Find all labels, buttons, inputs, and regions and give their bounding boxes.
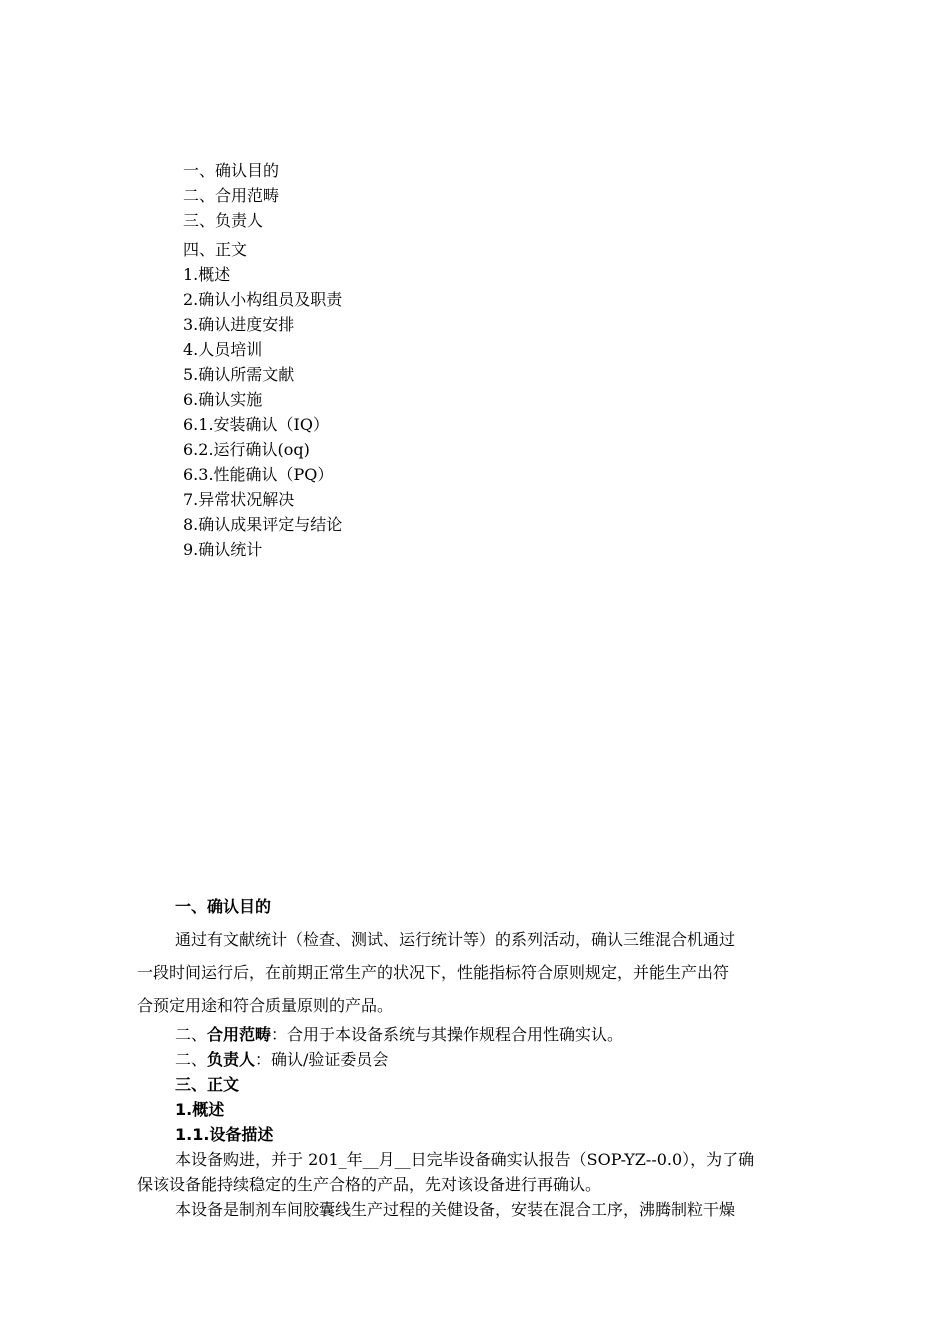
- toc-item: 8.确认成果评定与结论: [183, 515, 343, 534]
- section-heading-equipment: 1.1.设备描述: [175, 1125, 274, 1144]
- paragraph-line: 一段时间运行后，在前期正常生产的状况下，性能指标符合原则规定，并能生产出符: [137, 963, 730, 982]
- scope-label: 合用范畴: [207, 1025, 272, 1044]
- section-heading-overview: 1.概述: [175, 1100, 225, 1119]
- toc-item: 6.3.性能确认（PQ）: [183, 465, 334, 484]
- toc-item: 三、负责人: [183, 211, 264, 230]
- toc-item: 9.确认统计: [183, 540, 263, 559]
- toc-item: 7.异常状况解决: [183, 490, 295, 509]
- owner-prefix: 二、: [175, 1050, 208, 1069]
- toc-item: 4.人员培训: [183, 340, 263, 359]
- toc-item: 2.确认小构组员及职责: [183, 290, 343, 309]
- paragraph-line: 本设备是制剂车间胶囊线生产过程的关健设备，安装在混合工序，沸腾制粒干燥: [175, 1200, 736, 1219]
- toc-item: 6.1.安装确认（IQ）: [183, 415, 329, 434]
- toc-item: 四、正文: [183, 240, 248, 259]
- paragraph-line: 合预定用途和符合质量原则的产品。: [137, 996, 394, 1015]
- toc-item: 二、合用范畴: [183, 186, 280, 205]
- toc-item: 6.2.运行确认(oq): [183, 440, 310, 459]
- owner-label: 负责人: [207, 1050, 256, 1069]
- equipment-paragraph-2: [137, 1197, 860, 1222]
- section-heading-body: 三、正文: [175, 1075, 240, 1094]
- table-of-contents: [183, 158, 683, 562]
- document-body: [137, 894, 860, 1222]
- scope-line: [137, 1022, 860, 1047]
- paragraph-line: 本设备购进，并于 201_年__月__日完毕设备确实认报告（SOP-YZ--0.0），为了确: [175, 1150, 755, 1169]
- section-heading-purpose: 一、确认目的: [175, 897, 272, 916]
- owner-line: [137, 1047, 860, 1072]
- purpose-paragraph: [137, 923, 860, 1022]
- scope-prefix: 二、: [175, 1025, 208, 1044]
- toc-item: 6.确认实施: [183, 390, 263, 409]
- scope-text: ：合用于本设备系统与其操作规程合用性确实认。: [271, 1025, 624, 1044]
- equipment-paragraph-1: [137, 1147, 860, 1197]
- owner-text: ：确认/验证委员会: [255, 1050, 389, 1069]
- toc-item: 5.确认所需文献: [183, 365, 295, 384]
- toc-item: 3.确认进度安排: [183, 315, 295, 334]
- toc-item: 1.概述: [183, 265, 231, 284]
- paragraph-line: 保该设备能持续稳定的生产合格的产品，先对该设备进行再确认。: [137, 1175, 602, 1194]
- paragraph-line: 通过有文献统计（检查、测试、运行统计等）的系列活动，确认三维混合机通过: [175, 930, 736, 949]
- toc-item: 一、确认目的: [183, 161, 280, 180]
